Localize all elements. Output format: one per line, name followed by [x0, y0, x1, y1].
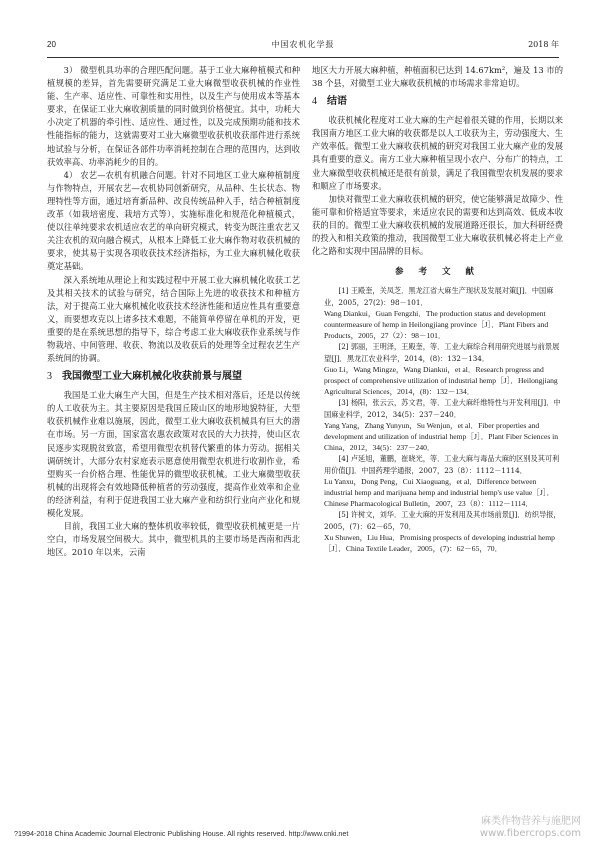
- paragraph-conclusion-1: 收获机械化程度对工业大麻的生产起着很关键的作用，长期以来我国南方地区工业大麻的收获都是以人工收获为主，劳动强度大、生产效率低。微型工业大麻收获机械的研究对我国工业大麻产业的发展具有重要的意义。南方工业大麻种植呈现小农户、分布广的特点，工业大麻微型收获机械还是很有前景，满足了我国微型农机发展的要求和顺应了市场要求。: [312, 115, 563, 191]
- reference-chinese: [1] 王殿奎，关凤芝．黑龙江省大麻生产现状及发展对策[J]．中国麻业，2005，27(2)：98－101．: [324, 286, 554, 307]
- site-watermark: [480, 816, 581, 840]
- reference-english: Guo Li，Wang Mingze，Wang Diankui，et al．Research progress and prospect of comprehensive utilization of industrial hemp［J］．Heilongjiang Agricultural Sciences，2014，(8)：132－134．: [324, 364, 558, 397]
- paragraph-systematic-research: 深入系统地从理论上和实践过程中开展工业大麻机械化收获工艺及其相关技术的试验与研究，结合国际上先进的收获技术和种植方法，对于提高工业大麻机械化收获技术经济性能和适应性具有重要意义，而要想攻克以上诸多技术难题，不能简单停留在单机的开发，更重要的是在系统思想的指导下，综合考虑工业大麻收获作业系统与作物栽培、中间管理、收获、物流以及收获后的处理等全过程农艺生产系统间的协调。: [47, 274, 300, 364]
- watermark-url: www.fibercrops.com: [479, 828, 581, 839]
- left-column: [47, 64, 300, 559]
- paragraph-power-matching: 3） 微型机具功率的合理匹配问题。基于工业大麻种植模式和种植规模的差异，首先需要研究满足工业大麻微型收获机械的作业性能、生产率、适应性、可靠性和实用性，以及生产与使用成本等基本要求，在保证工业大麻收割质量的同时做到价格便宜。其中，功耗大小决定了机器的牵引性、适应性、通过性，以及完成预期功能和技术性能指标的能力，这就需要对工业大麻微型收获机收获部件进行系统地试验与分析，在保证各部件功率消耗控制在合理的范围内，达到收获效率高、功率消耗少的目的。: [47, 65, 300, 167]
- section-title: 我国微型工业大麻机械化收获前景与展望: [62, 371, 242, 383]
- references-list: [312, 285, 563, 554]
- reference-chinese: [2] 郭丽，王明泽，王殿奎，等．工业大麻综合利用研究进展与前景展望[J]．黑龙江农业科学，2014，(8)：132－134．: [324, 342, 560, 363]
- paragraph-current-status: 目前，我国工业大麻的整体机收率较低，微型收获机械更是一片空白，市场发展空间极大。其中，微型机具的主要市场是西南和西北地区。2010 年以来，云南: [47, 521, 300, 558]
- page-number: 20: [47, 40, 56, 49]
- reference-item: [312, 341, 563, 397]
- section-title: 结语: [327, 96, 347, 108]
- reference-chinese: [5] 许树文，刘华．工业大麻的开发利用及其市场前景[J]．纺织导报，2005，(7)：62－65，70．: [324, 510, 561, 531]
- reference-english: Xu Shuwen，Liu Hua．Promising prospects of developing industrial hemp［J］．China Textile Leader，2005，(7)：62－65，70．: [324, 532, 555, 553]
- right-column: [312, 64, 563, 554]
- paragraph-agronomy-machinery: 4） 农艺—农机有机融合问题。针对不同地区工业大麻种植制度与作物特点，开展农艺—农机协同创新研究，从品种、生长状态、物理特性等方面，通过培育新品种、改良传统品种入手，结合种植制度改革（如栽培密度、栽培方式等），实施标准化和规范化种植模式，使以往单纯要求农机适应农艺的单向研究模式，转变为既注重农艺又关注农机的双向融合模式，从根本上降低工业大麻作物对收获机械的要求，使其易于实现各项收获技术经济指标，为工业大麻机械化收获奠定基础。: [47, 169, 300, 272]
- copyright-footer: ?1994-2018 China Academic Journal Electronic Publishing House. All rights reserved. http://www.cnki.net: [14, 829, 349, 838]
- reference-english: Wang Diankui，Guan Fengzhi．The production status and development countermeasure of hemp in Heilongjiang province［J］．Plant Fibers and Products，2005，27（2）：98－101．: [324, 308, 549, 341]
- paragraph-yunnan-demand: 地区大力开展大麻种植，种植面积已达到 14.67km²，遍及 13 市的 38 个县，对微型工业大麻收获机械的市场需求非常迫切。: [312, 65, 563, 89]
- reference-english: Yang Yang，Zhang Yunyun，Su Wenjun，et al．Fiber properties and development and utilization of industrial hemp［J］．Plant Fiber Sciences in China，2012，34(5)：237－240．: [324, 420, 559, 453]
- header-divider: [47, 57, 559, 58]
- reference-chinese: [3] 杨阳，张云云，苏文君，等．工业大麻纤维特性与开发利用[J]．中国麻业科学，2012，34(5)：237－240．: [324, 398, 561, 419]
- reference-english: Lu Yanxu，Dong Peng，Cui Xiaoguang，et al．Difference between industrial hemp and marijuana hemp and industrial hemp's use value［J］．Chinese Pharmacological Bulletin，2007，23（8）：1112－1114．: [324, 476, 555, 509]
- reference-item: [312, 397, 563, 453]
- reference-item: [312, 285, 563, 341]
- section-heading-4: [312, 94, 563, 110]
- reference-item: [312, 509, 563, 554]
- section-number: 3: [47, 371, 52, 383]
- watermark-title: 麻类作物营养与施肥网: [481, 816, 581, 827]
- reference-item: [312, 453, 563, 509]
- section-number: 4: [312, 96, 317, 108]
- journal-title: 中国农机化学报: [271, 40, 335, 49]
- references-title: 参 考 文 献: [395, 267, 480, 278]
- page-header: [47, 36, 559, 54]
- section-heading-3: [47, 369, 300, 385]
- paragraph-market-outlook: 我国是工业大麻生产大国，但是生产技术相对落后，还是以传统的人工收获为主。其主要原因是我国丘陵山区的地形地貌特征，大型收获机械作业难以施展，因此，微型工业大麻收获机械具有巨大的潜在市场。另一方面，国家富农惠农政策对农民的大力扶持，使山区农民逐步实现脱贫致富，希望用微型农机替代繁重的体力劳动。据相关调研统计，大部分农村家庭表示愿意使用微型农机进行收割作业，希望购买一台价格合理、性能优异的微型收获机械。工业大麻微型收获机械的出现将会有效地降低种植者的劳动强度，提高作业效率和企业的经济利益，有利于促进我国工业大麻产业和纺织行业向产业化和规模化发展。: [47, 390, 300, 518]
- paragraph-conclusion-2: 加快对微型工业大麻收获机械的研究，使它能够满足故障少、性能可靠和价格适宜等要求，来适应农民的需要和达到高效、低成本收获的目的。微型工业大麻收获机械的发展道路还很长，加大科研经费的投入和相关政策的推动，我国微型工业大麻收获机械必将走上产业化之路和实现中国品牌的目标。: [312, 193, 563, 257]
- publication-year: 2018 年: [528, 40, 559, 49]
- reference-chinese: [4] 卢延旭，董鹏，崔晓光，等．工业大麻与毒品大麻的区别及其可利用价值[J]．中国药理学通报，2007，23（8）：1112－1114．: [324, 454, 560, 475]
